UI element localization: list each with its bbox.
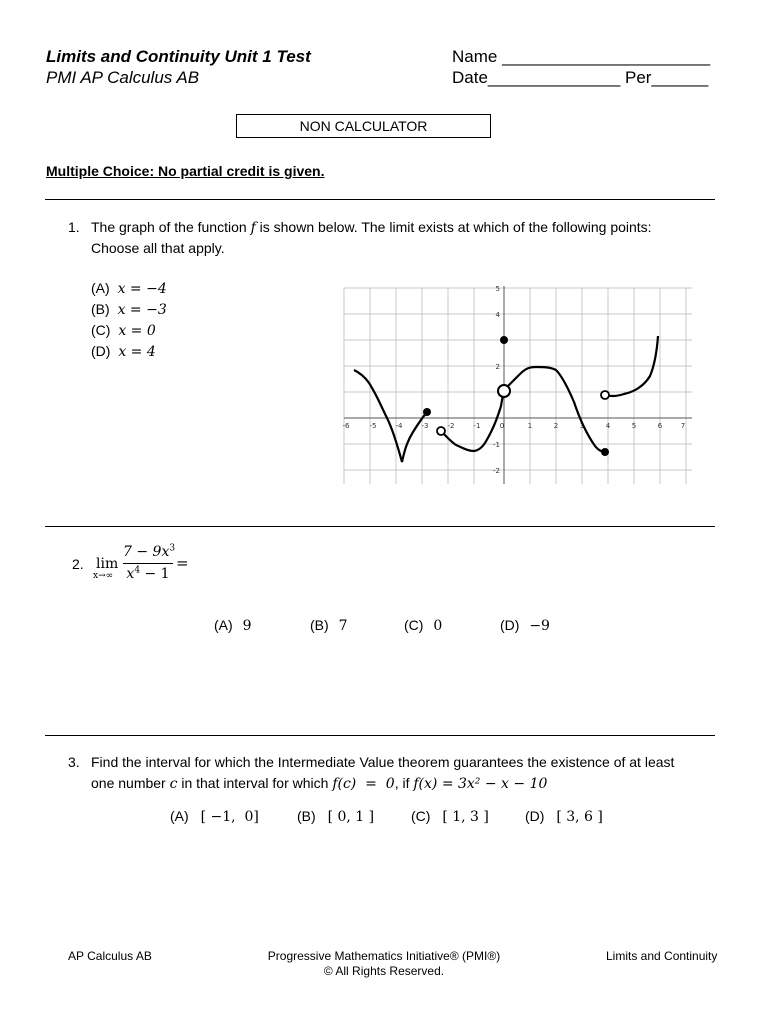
q2-denominator-exp: 4 — [134, 565, 141, 576]
choice-value: −9 — [529, 618, 550, 634]
q2-choice-c — [404, 615, 442, 637]
closed-point — [500, 336, 508, 344]
non-calculator-banner: NON CALCULATOR — [236, 114, 491, 138]
choice-expr: x = 0 — [118, 323, 156, 339]
open-point — [437, 427, 445, 435]
curve-segment-middle-b — [504, 367, 605, 452]
choice-letter: (C) — [404, 617, 424, 633]
y-tick-label: 5 — [495, 285, 500, 293]
q3-text-c: , if — [394, 775, 410, 791]
y-tick-label: 2 — [495, 363, 500, 371]
date-period-label: Date______________ Per______ — [452, 68, 709, 87]
q1-choice-a — [91, 278, 167, 300]
q2-number: 2. — [72, 556, 84, 572]
q3-choice-c — [411, 806, 489, 828]
x-tick-label: 3 — [579, 422, 585, 430]
choice-letter: (B) — [310, 617, 329, 633]
footer-center-line1: Progressive Mathematics Initiative® (PMI®) — [267, 949, 501, 963]
q2-fraction-bar — [123, 563, 173, 564]
choice-value: 7 — [338, 618, 348, 634]
q3-text-a: one number — [91, 775, 166, 791]
choice-letter: (D) — [525, 808, 545, 824]
q1-number: 1. — [68, 219, 80, 235]
q3-fx-expr: f(x) = 3x² − x − 10 — [413, 776, 548, 792]
name-field-label: Name ______________________ — [452, 47, 711, 66]
choice-letter: (D) — [500, 617, 520, 633]
q2-choice-a — [214, 615, 251, 637]
q2-equals: = — [176, 554, 189, 572]
q1-text-b: is shown below. The limit exists at which of the following points: — [259, 219, 652, 235]
q2-lim: lim — [96, 556, 119, 572]
q2-choice-d — [500, 615, 550, 637]
closed-point — [423, 408, 431, 416]
q1-function-var: f — [250, 220, 256, 236]
choice-letter: (A) — [214, 617, 233, 633]
x-tick-label: 1 — [527, 422, 533, 430]
x-tick-label: 6 — [657, 422, 663, 430]
q3-text-line1: Find the interval for which the Intermediate Value theorem guarantees the existence of at least — [91, 754, 675, 770]
y-tick-label: -1 — [493, 441, 500, 449]
q2-lim-subscript: x→∞ — [93, 571, 114, 581]
footer-center-line2: © All Rights Reserved. — [323, 964, 445, 978]
footer-right: Limits and Continuity — [606, 949, 718, 963]
q2-denominator — [123, 565, 173, 582]
q3-choice-b — [297, 806, 374, 828]
choice-value: 0 — [433, 618, 443, 634]
choice-letter: (B) — [297, 808, 316, 824]
divider-line — [45, 526, 715, 527]
q1-text-line1 — [91, 217, 652, 239]
divider-line — [45, 735, 715, 736]
choice-value: [ 0, 1 ] — [327, 809, 375, 825]
choice-value: [ −1, 0] — [200, 809, 259, 825]
choice-letter: (B) — [91, 301, 110, 317]
open-point — [601, 391, 609, 399]
choice-letter: (D) — [91, 343, 111, 359]
section-heading: Multiple Choice: No partial credit is given. — [46, 163, 325, 179]
course-subtitle: PMI AP Calculus AB — [46, 68, 200, 87]
q2-numerator-text: 7 − 9x — [123, 544, 170, 560]
q3-choice-d — [525, 806, 603, 828]
q2-choice-b — [310, 615, 347, 637]
x-tick-label: 2 — [553, 422, 559, 430]
x-tick-label: 7 — [680, 422, 686, 430]
q3-number: 3. — [68, 754, 80, 770]
q2-numerator — [123, 543, 176, 560]
y-tick-label: 4 — [495, 311, 500, 319]
q2-denominator-rest: − 1 — [140, 566, 170, 582]
choice-value: [ 3, 6 ] — [556, 809, 603, 825]
q3-text-b: in that interval for which — [181, 775, 329, 791]
x-tick-label: -6 — [342, 422, 350, 430]
open-point — [498, 385, 510, 397]
test-title: Limits and Continuity Unit 1 Test — [46, 47, 311, 66]
choice-expr: x = −4 — [117, 281, 167, 297]
choice-value: 9 — [242, 618, 252, 634]
function-graph — [340, 278, 695, 486]
q1-choice-b — [91, 299, 167, 321]
closed-point — [601, 448, 609, 456]
q2-numerator-exp: 3 — [169, 543, 176, 554]
divider-line — [45, 199, 715, 200]
q3-text-line2 — [91, 773, 547, 795]
q1-choice-c — [91, 320, 156, 342]
y-tick-label: -2 — [493, 467, 500, 475]
x-tick-label: 0 — [499, 422, 505, 430]
choice-letter: (C) — [91, 322, 111, 338]
q3-choice-a — [170, 806, 259, 828]
x-tick-label: -5 — [369, 422, 377, 430]
choice-expr: x = 4 — [118, 344, 156, 360]
choice-letter: (A) — [91, 280, 110, 296]
x-tick-label: -2 — [447, 422, 455, 430]
choice-expr: x = −3 — [117, 302, 167, 318]
x-tick-label: 4 — [605, 422, 611, 430]
x-tick-label: -1 — [473, 422, 481, 430]
q3-fc-expr: f(c) = 0 — [332, 776, 395, 792]
x-tick-label: 5 — [631, 422, 637, 430]
q3-c-var: c — [169, 776, 178, 792]
x-tick-label: -3 — [421, 422, 429, 430]
choice-value: [ 1, 3 ] — [442, 809, 489, 825]
q1-text-line2: Choose all that apply. — [91, 240, 225, 256]
choice-letter: (A) — [170, 808, 189, 824]
choice-letter: (C) — [411, 808, 431, 824]
q1-choice-d — [91, 341, 156, 363]
q1-text-a: The graph of the function — [91, 219, 247, 235]
q2-denominator-var: x — [126, 566, 135, 582]
footer-left: AP Calculus AB — [68, 949, 152, 963]
x-tick-label: -4 — [395, 422, 403, 430]
curve-segment-left — [354, 370, 427, 462]
